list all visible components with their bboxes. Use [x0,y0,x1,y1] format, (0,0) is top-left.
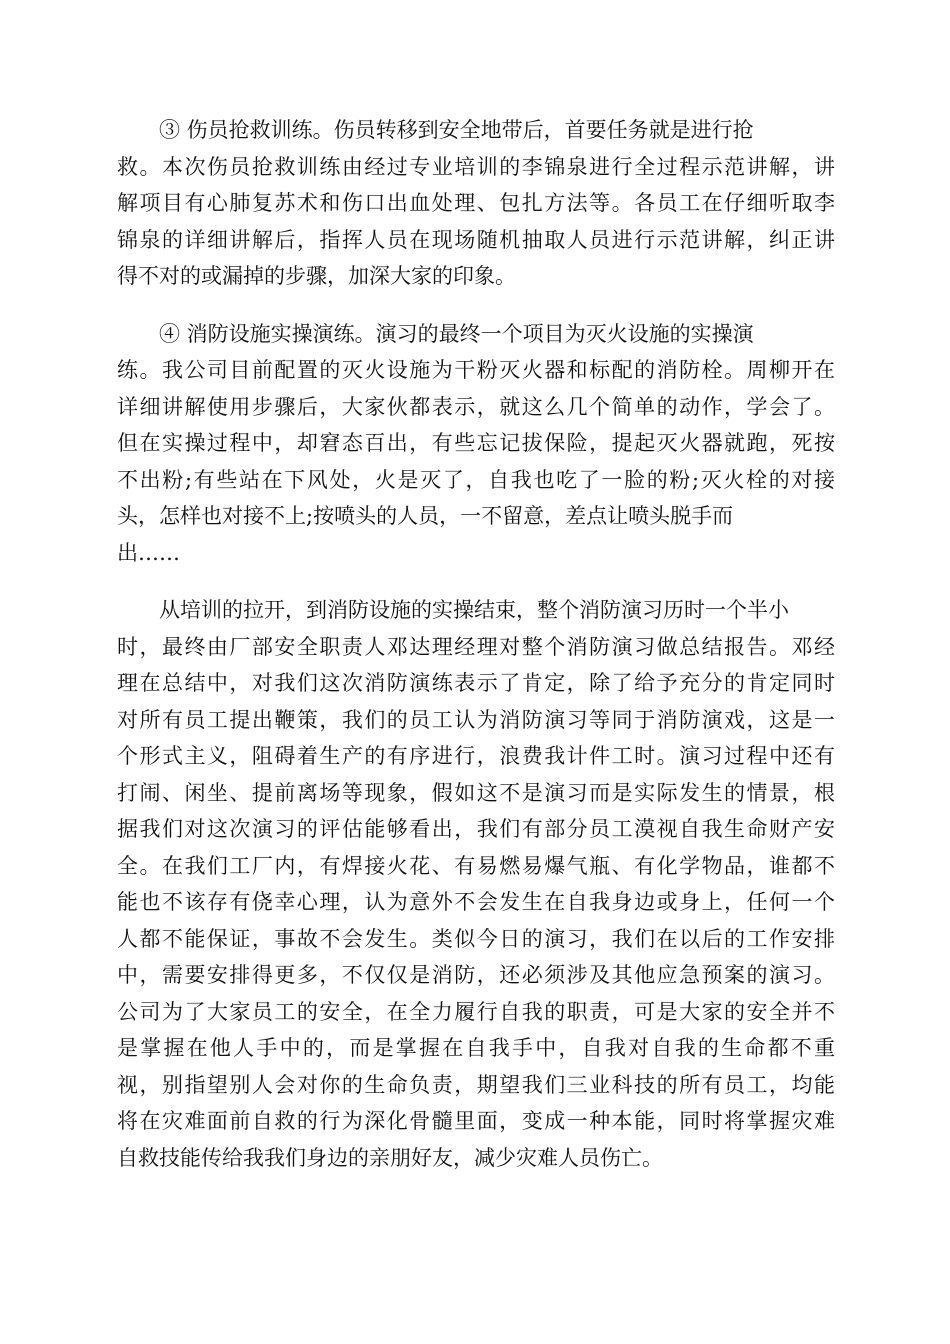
paragraph-line: 锦泉的详细讲解后，指挥人员在现场随机抽取人员进行示范讲解，纠正讲 [117,227,835,252]
paragraph-line: 解项目有心肺复苏术和伤口出血处理、包扎方法等。各员工在仔细听取李 [117,191,835,215]
paragraph-line: 出…… [117,540,180,565]
paragraph-line: 人都不能保证，事故不会发生。类似今日的演习，我们在以后的工作安排 [117,926,835,951]
paragraph-line: 能也不该存有侥幸心理，认为意外不会发生在自我身边或身上，任何一个 [117,890,835,914]
document-body [117,112,835,1197]
paragraph-line: 头，怎样也对接不上;按喷头的人员，一不留意，差点让喷头脱手而 [117,504,734,528]
paragraph-line: ③ 伤员抢救训练。伤员转移到安全地带后，首要任务就是进行抢 [159,118,754,142]
paragraph-summary [117,592,835,1176]
paragraph-line: 视，别指望别人会对你的生命负责，期望我们三业科技的所有员工，均能 [117,1072,835,1097]
paragraph-fire-facility-drill [117,316,835,572]
paragraph-line: 自救技能传给我我们身边的亲朋好友，减少灾难人员伤亡。 [117,1145,663,1170]
paragraph-line: 打闹、闲坐、提前离场等现象，假如这不是演习而是实际发生的情景，根 [117,780,835,805]
paragraph-line: 但在实操过程中，却窘态百出，有些忘记拔保险，提起灭火器就跑，死按 [117,431,835,455]
paragraph-line: 时，最终由厂部安全职责人邓达理经理对整个消防演习做总结报告。邓经 [117,634,835,659]
paragraph-line: 救。本次伤员抢救训练由经过专业培训的李锦泉进行全过程示范讲解，讲 [117,154,835,179]
paragraph-line: 对所有员工提出鞭策，我们的员工认为消防演习等同于消防演戏，这是一 [117,707,835,732]
paragraph-line: 据我们对这次演习的评估能够看出，我们有部分员工漠视自我生命财产安 [117,817,835,841]
paragraph-rescue-training [117,112,835,295]
paragraph-line: ④ 消防设施实操演练。演习的最终一个项目为灭火设施的实操演 [159,321,754,346]
paragraph-line: 理在总结中，对我们这次消防演练表示了肯定，除了给予充分的肯定同时 [117,671,835,695]
paragraph-line: 练。我公司目前配置的灭火设施为干粉灭火器和标配的消防栓。周柳开在 [117,358,835,382]
paragraph-line: 不出粉;有些站在下风处，火是灭了，自我也吃了一脸的粉;灭火栓的对接 [117,467,835,492]
paragraph-line: 个形式主义，阻碍着生产的有序进行，浪费我计件工时。演习过程中还有 [117,744,835,768]
paragraph-line: 得不对的或漏掉的步骤，加深大家的印象。 [117,264,516,288]
paragraph-line: 详细讲解使用步骤后，大家伙都表示，就这么几个简单的动作，学会了。 [117,394,835,419]
paragraph-line: 从培训的拉开，到消防设施的实操结束，整个消防演习历时一个半小 [159,598,789,622]
paragraph-line: 全。在我们工厂内，有焊接火花、有易燃易爆气瓶、有化学物品，谁都不 [117,853,835,878]
paragraph-line: 公司为了大家员工的安全，在全力履行自我的职责，可是大家的安全并不 [117,999,835,1024]
paragraph-line: 是掌握在他人手中的，而是掌握在自我手中，自我对自我的生命都不重 [117,1036,835,1060]
paragraph-line: 中，需要安排得更多，不仅仅是消防，还必须涉及其他应急预案的演习。 [117,963,835,987]
paragraph-line: 将在灾难面前自救的行为深化骨髓里面，变成一种本能，同时将掌握灾难 [117,1109,835,1133]
